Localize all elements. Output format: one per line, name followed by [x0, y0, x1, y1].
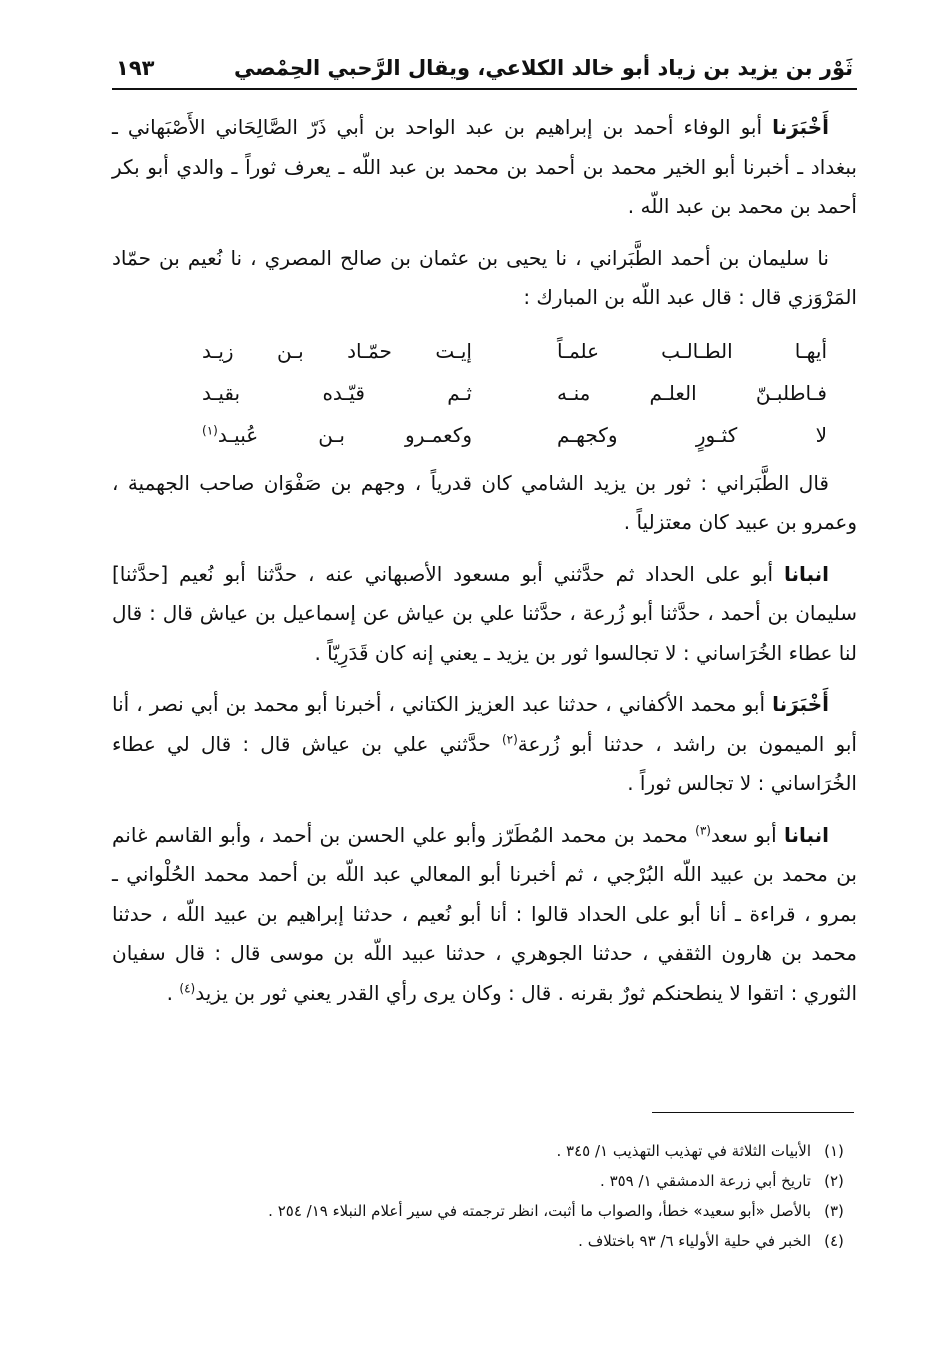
- verse-first-hemistich: فـاطلبـنّ العلـم منـه: [557, 380, 827, 405]
- paragraph-text: قال الطَّبَراني : ثور بن يزيد الشامي كان قدرياً ، وجهم بن صَفْوَان صاحب الجهمية ، وعمرو بن عبيد كان معتزلياً .: [112, 470, 857, 534]
- page-number: ١٩٣: [116, 56, 155, 80]
- paragraph-text: أبو محمد الأكفاني ، حدثنا عبد العزيز الكتاني ، أخبرنا أبو محمد بن أبي نصر ، أنا أبو الميمون بن راشد ، حدثنا أبو زُرعة: [112, 692, 857, 756]
- verse-second-hemistich: إيـت حمّـاد بـن زيـد: [202, 338, 472, 363]
- footnote-ref: (٣): [695, 822, 711, 837]
- poem: [112, 330, 857, 456]
- paragraph-text: حدَّثني علي بن عياش قال : قال لي عطاء الخُرَاساني : لا تجالس ثوراً .: [112, 731, 857, 795]
- page-header: [112, 50, 857, 90]
- paragraph-4: [112, 555, 857, 674]
- footnote: [112, 1136, 857, 1166]
- footnote-ref: (٢): [501, 731, 518, 746]
- verse-first-hemistich: أيهـا الطـالـب علمـاً: [557, 338, 827, 363]
- paragraph-3: [112, 464, 857, 543]
- footnote: [112, 1226, 857, 1256]
- paragraph-text: محمد بن محمد المُطَرّز وأبو علي الحسن بن أحمد ، وأبو القاسم غانم بن محمد بن عبيد اللّه البُرْجي ، ثم أخبرنا أبو المعالي عبد اللّه بن أحمد محمد الحُلْواني ـ بمرو ، قراءة ـ أنا أبو على الحداد قالوا : أنا أبو نُعيم ، حدثنا إبراهيم بن عبيد اللّه ، حدثنا محمد بن هارون الثقفي ، حدثنا الجوهري ، حدثنا عبيد اللّه بن موسى قال : قال سفيان الثوري : اتقوا لا ينطحنكم ثورٌ بقرنه . قال : وكان يرى رأي القدر يعني ثور بن يزيد: [112, 822, 857, 1005]
- paragraph-text: نا سليمان بن أحمد الطَّبَراني ، نا يحيى بن عثمان بن صالح المصري ، نا نُعيم بن حمّاد المَرْوَزي قال : قال عبد اللّه بن المبارك :: [112, 245, 857, 309]
- paragraph-text: أبو على الحداد ثم حدَّثني أبو مسعود الأصبهاني عنه ، حدَّثنا أبو نُعيم [حدَّثنا] سليمان بن أحمد ، حدَّثنا أبو زُرعة ، حدَّثنا علي بن عياش عن إسماعيل بن عياش قال : قال لنا عطاء الخُرَاساني : لا تجالسوا ثور بن يزيد ـ يعني إنه كان قَدَرِيّاً .: [112, 561, 857, 665]
- paragraph-1: [112, 108, 857, 227]
- paragraph-text: أبو سعد: [710, 822, 784, 847]
- footnote-text: بالأصل «أبو سعيد» خطأ، والصواب ما أثبت، انظر ترجمته في سير أعلام النبلاء ١٩/ ٢٥٤ .: [268, 1202, 811, 1220]
- paragraph-text: .: [166, 980, 180, 1005]
- footnote: [112, 1196, 857, 1226]
- footnotes: [112, 1136, 857, 1256]
- footnote-text: تاريخ أبي زرعة الدمشقي ١/ ٣٥٩ .: [600, 1172, 811, 1190]
- verse-text: وكعمـرو بـن عُبيـد: [217, 422, 472, 447]
- footnote-ref: (١): [202, 422, 218, 437]
- footnote-number: (٤): [824, 1232, 844, 1250]
- footnote-divider: [652, 1112, 854, 1113]
- poem-verse: [112, 330, 857, 372]
- paragraph-6: [112, 816, 857, 1014]
- footnote-number: (٣): [824, 1202, 844, 1220]
- paragraph-text: أبو الوفاء أحمد بن إبراهيم بن عبد الواحد بن أبي ذَرّ الصَّالِحَاني الأَصْبَهاني ـ ببغداد ـ أخبرنا أبو الخير محمد بن أحمد بن محمد بن عبد اللّه ـ يعرف ثوراً ـ والدي أبو بكر أحمد بن محمد بن عبد اللّه .: [112, 115, 857, 218]
- footnote-number: (٢): [824, 1172, 844, 1190]
- paragraph-keyword: انبانا: [783, 822, 830, 847]
- footnote-ref: (٤): [179, 980, 196, 995]
- main-text: [112, 108, 857, 1025]
- paragraph-5: [112, 685, 857, 804]
- footnote: [112, 1166, 857, 1196]
- verse-second-hemistich: [202, 414, 472, 456]
- running-head: ثَوْر بن يزيد بن زياد أبو خالد الكلاعي، ويقال الرَّحبي الحِمْصي: [233, 56, 853, 80]
- poem-verse: [112, 372, 857, 414]
- paragraph-keyword: أَخْبَرَنا: [772, 692, 829, 716]
- footnote-text: الأبيات الثلاثة في تهذيب التهذيب ١/ ٣٤٥ .: [556, 1142, 811, 1160]
- footnote-number: (١): [824, 1142, 844, 1160]
- paragraph-keyword: انبانا: [783, 561, 829, 586]
- footnote-text: الخبر في حلية الأولياء ٦/ ٩٣ باختلاف .: [578, 1232, 811, 1250]
- paragraph-2: [112, 239, 857, 318]
- verse-second-hemistich: ثـم قيّـده بقيـد: [202, 380, 472, 405]
- verse-first-hemistich: لا كثـورٍ وكجهـم: [557, 422, 827, 447]
- poem-verse: [112, 414, 857, 456]
- paragraph-keyword: أَخْبَرَنا: [772, 115, 829, 139]
